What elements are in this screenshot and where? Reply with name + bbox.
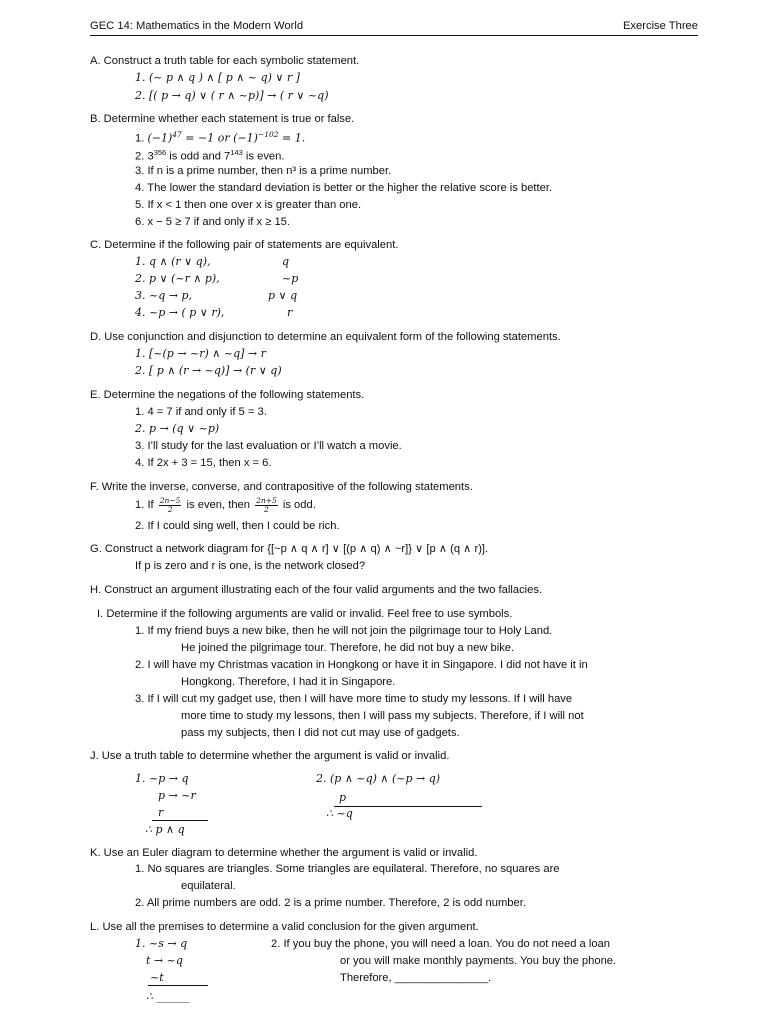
section-f-item-1: 1. If $\frac{2n-5}{2}$ is even, then $\frac{2n+5}{2}$ is odd. xyxy=(135,495,316,514)
section-l-arg2-line-3: Therefore, _______________. xyxy=(340,972,492,984)
section-j-arg2-line-2: p xyxy=(339,791,347,804)
section-e-item-4: 4. If 2x + 3 = 15, then x = 6. xyxy=(135,457,272,469)
section-j-arg1-line-1: 1. ~p → q xyxy=(135,772,189,785)
section-i-line-7: pass my subjects, then I did not cut may use of gadgets. xyxy=(181,727,460,739)
section-e-item-2: 2. p → (q ∨ ~p) xyxy=(135,422,220,435)
section-j-arg1-conclusion: ∴ p ∧ q xyxy=(145,823,185,836)
section-f-item-2: 2. If I could sing well, then I could be rich. xyxy=(135,520,340,532)
section-d-item-1: 1. [~(p → ~r) ∧ ~q] → r xyxy=(135,347,266,360)
section-l-title: L. Use all the premises to determine a valid conclusion for the given argument. xyxy=(90,921,479,933)
section-j-arg1-line-3: r xyxy=(158,806,164,819)
section-c-right-1: q xyxy=(282,255,290,268)
section-l-arg1-line-1: 1. ~s → q xyxy=(135,937,188,950)
course-title: GEC 14: Mathematics in the Modern World xyxy=(90,20,304,32)
fraction-1: $\frac{2n-5}{2}$ xyxy=(159,495,181,514)
section-l-arg1-rule xyxy=(148,985,208,986)
section-k-line-3: 2. All prime numbers are odd. 2 is a prime number. Therefore, 2 is odd number. xyxy=(135,897,526,909)
section-a-item-1: 1. (~ p ∧ q ) ∧ [ p ∧ ~ q) ∨ r ] xyxy=(135,71,300,84)
section-c-right-4: r xyxy=(287,306,293,319)
section-l-arg1-line-3: ~t xyxy=(150,971,164,984)
section-i-line-3: 2. I will have my Christmas vacation in Hongkong or have it in Singapore. I did not have it in xyxy=(135,659,588,671)
section-e-title: E. Determine the negations of the following statements. xyxy=(90,389,365,401)
fraction-2: $\frac{2n+5}{2}$ xyxy=(256,495,277,514)
section-j-arg1-rule xyxy=(152,820,208,821)
section-i-line-1: 1. If my friend buys a new bike, then he will not join the pilgrimage tour to Holy Land. xyxy=(135,625,553,637)
exercise-title: Exercise Three xyxy=(622,20,698,32)
section-b-item-1: 1. $(-1)^{47} = -1$ or $(-1)^{-102} = 1$. xyxy=(135,130,306,145)
section-e-item-1: 1. 4 = 7 if and only if 5 = 3. xyxy=(135,406,267,418)
section-l-arg2-line-2: or you will make monthly payments. You buy the phone. xyxy=(340,955,617,967)
section-i-line-2: He joined the pilgrimage tour. Therefore, he did not buy a new bike. xyxy=(181,642,515,654)
section-j-title: J. Use a truth table to determine whether the argument is valid or invalid. xyxy=(90,750,450,762)
section-g-line-1: G. Construct a network diagram for {[~p ∧ q ∧ r] ∨ [(p ∧ q) ∧ ~r]} ∨ [p ∧ (q ∧ r)]. xyxy=(90,543,489,555)
section-c-left-2: 2. p ∨ (~r ∧ p), xyxy=(135,272,220,285)
section-a-title: A. Construct a truth table for each symbolic statement. xyxy=(90,55,360,67)
section-h-title: H. Construct an argument illustrating each of the four valid arguments and the two fallacies. xyxy=(90,584,543,596)
section-l-arg1-line-2: t → ~q xyxy=(146,954,183,967)
section-k-title: K. Use an Euler diagram to determine whether the argument is valid or invalid. xyxy=(90,847,478,859)
section-b-item-6: 6. x − 5 ≥ 7 if and only if x ≥ 15. xyxy=(135,216,291,228)
section-d-title: D. Use conjunction and disjunction to determine an equivalent form of the following statements. xyxy=(90,331,561,343)
section-k-line-1: 1. No squares are triangles. Some triangles are equilateral. Therefore, no squares are xyxy=(135,863,560,875)
section-b-title: B. Determine whether each statement is true or false. xyxy=(90,113,355,125)
section-i-line-4: Hongkong. Therefore, I had it in Singapore. xyxy=(181,676,396,688)
section-d-item-2: 2. [ p ∧ (r → ~q)] → (r ∨ q) xyxy=(135,364,282,377)
section-l-arg1-conclusion: ∴ ______ xyxy=(146,990,190,1003)
section-c-right-3: p ∨ q xyxy=(268,289,298,302)
section-c-left-3: 3. ~q → p, xyxy=(135,289,192,302)
section-i-title: I. Determine if the following arguments are valid or invalid. Feel free to use symbols. xyxy=(97,608,513,620)
section-f-title: F. Write the inverse, converse, and contrapositive of the following statements. xyxy=(90,481,473,493)
section-l-arg2-line-1: 2. If you buy the phone, you will need a loan. You do not need a loan xyxy=(271,938,610,950)
section-j-arg2-line-1: 2. (p ∧ ~q) ∧ (~p → q) xyxy=(316,772,441,785)
section-g-line-2: If p is zero and r is one, is the network closed? xyxy=(135,560,366,572)
section-b-item-5: 5. If x < 1 then one over x is greater than one. xyxy=(135,199,362,211)
section-k-line-2: equilateral. xyxy=(181,880,236,892)
section-a-item-2: 2. [( p → q) ∨ ( r ∧ ~p)] → ( r ∨ ~q) xyxy=(135,89,329,102)
section-i-line-5: 3. If I will cut my gadget use, then I will have more time to study my lessons. If I will have xyxy=(135,693,573,705)
section-i-line-6: more time to study my lessons, then I will pass my subjects. Therefore, if I will not xyxy=(181,710,584,722)
section-c-left-1: 1. q ∧ (r ∨ q), xyxy=(135,255,211,268)
section-c-left-4: 4. ~p → ( p ∨ r), xyxy=(135,306,225,319)
section-e-item-3: 3. I’ll study for the last evaluation or I’ll watch a movie. xyxy=(135,440,402,452)
section-b-item-4: 4. The lower the standard deviation is better or the higher the relative score is better. xyxy=(135,182,553,194)
section-j-arg2-rule xyxy=(334,806,482,807)
section-b-item-3: 3. If n is a prime number, then n³ is a prime number. xyxy=(135,165,392,177)
section-c-right-2: ~p xyxy=(282,272,299,285)
section-j-arg2-conclusion: ∴ ~q xyxy=(326,807,353,820)
section-b-item-2: 2. $3^{356}$ is odd and $7^{143}$ is even. xyxy=(135,148,285,163)
page-header xyxy=(90,20,698,36)
section-c-title: C. Determine if the following pair of statements are equivalent. xyxy=(90,239,399,251)
section-j-arg1-line-2: p → ~r xyxy=(158,789,196,802)
